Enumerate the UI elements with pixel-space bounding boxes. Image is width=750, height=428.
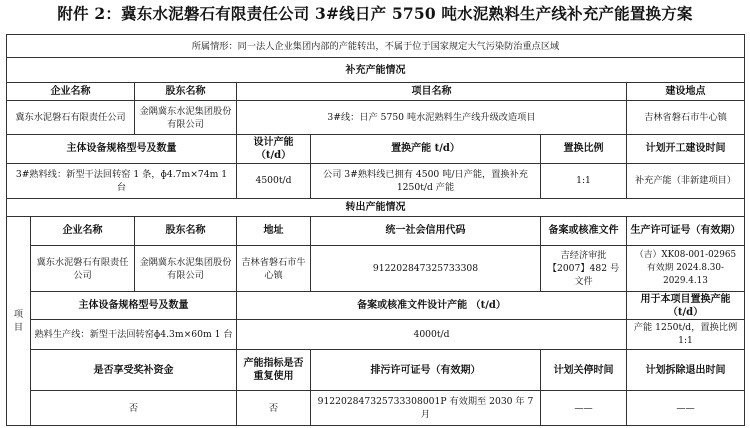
supplement-location-header: 建设地点 (627, 83, 745, 101)
transfer-shutdown-time-value: —— (541, 391, 627, 426)
transfer-address-header: 地址 (237, 216, 311, 245)
transfer-pollution-permit-header: 排污许可证号（有效期） (311, 349, 541, 391)
transfer-filing-capacity-header: 备案或核准文件设计产能 （t/d） (237, 292, 627, 320)
supplement-location-value: 吉林省磐石市牛心镇 (627, 100, 745, 135)
transfer-pollution-permit-value: 912202847325733308001P 有效期至 2030 年 7 月 (311, 391, 541, 426)
transfer-company-value: 冀东水泥磐石有限责任公司 (31, 246, 135, 292)
transfer-credit-code-value: 912202847325733308 (311, 246, 541, 292)
transfer-shareholder-header: 股东名称 (135, 216, 237, 245)
supplement-replacement-ratio-value: 1:1 (541, 163, 627, 199)
transfer-credit-code-header: 统一社会信用代码 (311, 216, 541, 245)
transfer-equipment-value: 熟料生产线：新型干法回转窑ɸ4.3m×60m 1 台 (31, 320, 237, 349)
supplement-replacement-capacity-header: 置换产能 t/d） (311, 135, 541, 163)
supplement-equipment-header: 主体设备规格型号及数量 (7, 135, 237, 163)
transfer-subsidy-value: 否 (31, 391, 237, 426)
scope-line: 所属情形：同一法人企业集团内部的产能转出，不属于位于国家规定大气污染防治重点区域 (7, 35, 745, 58)
transfer-company-header: 企业名称 (31, 216, 135, 245)
supplement-shareholder-header: 股东名称 (135, 83, 237, 101)
transfer-filing-doc-value: 吉经济审批【2007】482 号文件 (541, 246, 627, 292)
transfer-license-header: 生产许可证号（有效期） (627, 216, 745, 245)
supplement-shareholder-value: 金隅冀东水泥集团股份有限公司 (135, 100, 237, 135)
document-title: 附件 2：冀东水泥磐石有限责任公司 3#线日产 5750 吨水泥熟料生产线补充产能置换方案 (57, 4, 693, 23)
supplement-construction-time-header: 计划开工建设时间 (627, 135, 745, 163)
transfer-shutdown-time-header: 计划关停时间 (541, 349, 627, 391)
supplement-section-title: 补充产能情况 (7, 58, 745, 83)
transfer-dismantle-time-header: 计划拆除退出时间 (627, 349, 745, 391)
transfer-filing-doc-header: 备案或核准文件 (541, 216, 627, 245)
supplement-company-value: 冀东水泥磐石有限责任公司 (7, 100, 135, 135)
transfer-dismantle-time-value: —— (627, 391, 745, 426)
supplement-replacement-capacity-value: 公司 3#熟料线已拥有 4500 吨/日产能，置换补充 1250t/d 产能 (311, 163, 541, 199)
supplement-company-header: 企业名称 (7, 83, 135, 101)
supplement-project-value: 3#线：日产 5750 吨水泥熟料生产线升级改造项目 (237, 100, 627, 135)
transfer-used-capacity-value: 产能 1250t/d，置换比例 1:1 (627, 320, 745, 349)
supplement-equipment-value: 3#熟料线：新型干法回转窑 1 条，ɸ4.7m×74m 1 台 (7, 163, 237, 199)
transfer-license-value: （吉）XK08-001-02965 有效期 2024.8.30-2029.4.13 (627, 246, 745, 292)
transfer-subsidy-header: 是否享受奖补资金 (31, 349, 237, 391)
replacement-plan-table (6, 34, 745, 426)
transfer-equipment-header: 主体设备规格型号及数量 (31, 292, 237, 320)
transfer-section-title: 转出产能情况 (7, 199, 745, 217)
supplement-construction-time-value: 补充产能（非新建项目） (627, 163, 745, 199)
supplement-replacement-ratio-header: 置换比例 (541, 135, 627, 163)
supplement-project-header: 项目名称 (237, 83, 627, 101)
transfer-address-value: 吉林省磐石市牛心镇 (237, 246, 311, 292)
transfer-indicator-reuse-header: 产能指标是否重复使用 (237, 349, 311, 391)
transfer-shareholder-value: 金隅冀东水泥集团股份有限公司 (135, 246, 237, 292)
transfer-row-label: 项目 (7, 216, 31, 425)
transfer-used-capacity-header: 用于本项目置换产能（t/d） (627, 292, 745, 320)
supplement-design-capacity-value: 4500t/d (237, 163, 311, 199)
supplement-design-capacity-header: 设计产能（t/d） (237, 135, 311, 163)
transfer-filing-capacity-value: 4000t/d (237, 320, 627, 349)
transfer-indicator-reuse-value: 否 (237, 391, 311, 426)
